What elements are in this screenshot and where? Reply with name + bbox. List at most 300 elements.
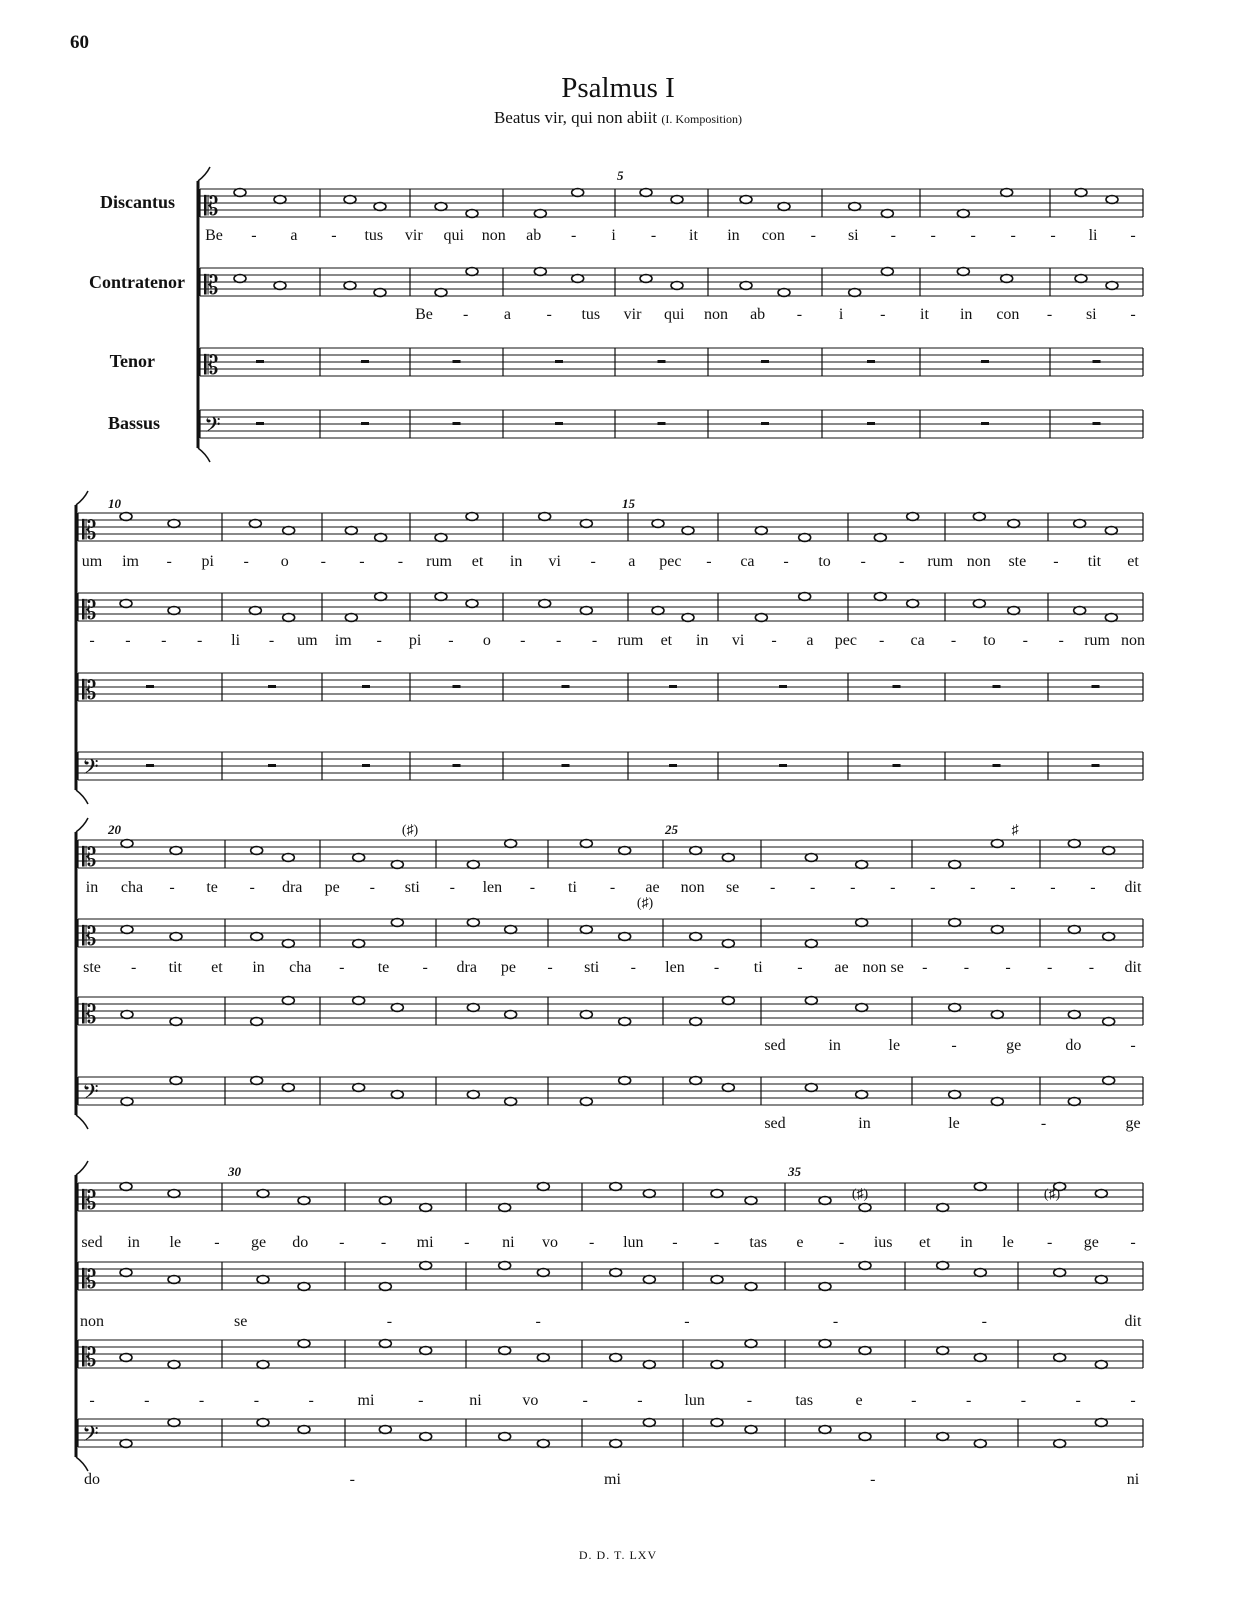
note-head: [505, 1011, 517, 1019]
rest: [146, 764, 154, 767]
note-head: [874, 593, 886, 601]
lyric-syllable: im: [334, 632, 352, 649]
note-head: [257, 1361, 269, 1369]
lyric-syllable: -: [609, 879, 616, 896]
lyric-syllable: vo: [522, 1392, 539, 1409]
lyric-syllable: et: [1127, 553, 1139, 570]
lyric-syllable: et: [660, 632, 673, 649]
note-head: [572, 189, 584, 197]
rest: [867, 360, 875, 363]
note-head: [1068, 1098, 1080, 1106]
note-head: [881, 268, 893, 276]
lyric-syllable: mi: [416, 1234, 434, 1251]
note-head: [957, 268, 969, 276]
note-head: [859, 1347, 871, 1355]
piece-title: Psalmus I: [561, 72, 675, 104]
brace-curl-bottom: [76, 790, 88, 804]
lyric-syllable: ni: [502, 1234, 515, 1251]
lyric-syllable: -: [166, 553, 172, 570]
subtitle-text: Beatus vir, qui non abiit: [493, 108, 658, 127]
note-head: [682, 614, 694, 622]
lyric-syllable: le: [948, 1115, 960, 1132]
note-head: [859, 1262, 871, 1270]
c-clef-icon: 𝄡: [204, 271, 219, 301]
note-head: [467, 919, 479, 927]
note-head: [610, 1183, 622, 1191]
note-head: [1103, 1077, 1115, 1085]
note-head: [1106, 282, 1118, 290]
note-head: [690, 1077, 702, 1085]
c-clef-icon: 𝄡: [82, 843, 97, 873]
note-head: [499, 1262, 511, 1270]
lyric-syllable: non: [680, 879, 705, 896]
note-head: [755, 614, 767, 622]
lyric-syllable: -: [672, 1234, 678, 1251]
lyric-syllable: sed: [81, 1234, 103, 1251]
note-head: [991, 1011, 1003, 1019]
note-head: [1095, 1361, 1107, 1369]
lyric-syllable: -: [380, 1234, 387, 1251]
lyric-syllable: dit: [1124, 959, 1142, 976]
note-head: [249, 520, 261, 528]
note-head: [298, 1283, 310, 1291]
note-head: [974, 1440, 986, 1448]
lyric-syllable: -: [769, 879, 776, 896]
rest: [1092, 764, 1100, 767]
note-head: [690, 933, 702, 941]
lyric-syllable: qui: [443, 227, 464, 244]
lyric-syllable: -: [870, 1471, 876, 1488]
lyric-syllable: to: [983, 632, 996, 649]
lyric-syllable: len: [665, 959, 685, 976]
note-head: [353, 854, 365, 862]
note-head: [420, 1204, 432, 1212]
note-head: [282, 854, 294, 862]
lyric-syllable: et: [919, 1234, 931, 1251]
brace-curl-top: [76, 818, 88, 832]
note-head: [251, 847, 263, 855]
rest: [893, 764, 901, 767]
note-head: [711, 1361, 723, 1369]
lyric-syllable: um: [81, 553, 103, 570]
voice-label-tenor: Tenor: [109, 351, 155, 371]
c-clef-icon: 𝄡: [82, 676, 97, 706]
note-head: [643, 1419, 655, 1427]
lyric-syllable: -: [637, 1392, 643, 1409]
note-head: [799, 593, 811, 601]
rest: [256, 422, 264, 425]
note-head: [234, 189, 246, 197]
note-head: [353, 940, 365, 948]
lyric-syllable: -: [448, 632, 454, 649]
note-head: [170, 847, 182, 855]
note-head: [722, 940, 734, 948]
note-head: [120, 1354, 132, 1362]
note-head: [643, 1276, 655, 1284]
note-head: [778, 289, 790, 297]
note-head: [379, 1197, 391, 1205]
note-head: [856, 919, 868, 927]
note-head: [420, 1347, 432, 1355]
note-head: [949, 1004, 961, 1012]
rest: [555, 360, 563, 363]
lyric-syllable: -: [547, 959, 553, 976]
lyric-syllable: -: [860, 553, 866, 570]
note-head: [298, 1426, 310, 1434]
lyric-syllable: e: [796, 1234, 804, 1251]
note-head: [619, 1077, 631, 1085]
note-head: [819, 1197, 831, 1205]
note-head: [251, 933, 263, 941]
rest: [761, 422, 769, 425]
brace-curl-top: [76, 1161, 88, 1175]
note-head: [1054, 1269, 1066, 1277]
measure-number: 20: [108, 822, 121, 837]
lyric-syllable: -: [950, 632, 957, 649]
lyric-syllable: pe: [500, 959, 516, 976]
lyric-syllable: -: [890, 227, 896, 244]
note-head: [435, 534, 447, 542]
note-head: [805, 997, 817, 1005]
lyric-syllable: vo: [542, 1234, 559, 1251]
lyric-syllable: ge: [1125, 1115, 1141, 1132]
lyric-syllable: le: [169, 1234, 182, 1251]
note-head: [907, 513, 919, 521]
note-head: [467, 1091, 479, 1099]
note-head: [1008, 607, 1020, 615]
lyric-syllable: si: [847, 227, 859, 244]
lyric-syllable: -: [1040, 1115, 1047, 1132]
measure-number: 5: [617, 168, 624, 183]
note-head: [467, 861, 479, 869]
note-head: [298, 1340, 310, 1348]
note-head: [711, 1190, 723, 1198]
note-head: [466, 210, 478, 218]
note-head: [690, 847, 702, 855]
lyric-syllable: -: [589, 1234, 595, 1251]
lyric-syllable: -: [783, 553, 789, 570]
rest: [562, 764, 570, 767]
lyric-syllable: -: [1130, 1234, 1136, 1251]
note-head: [234, 275, 246, 283]
note-head: [1001, 275, 1013, 283]
note-head: [1105, 614, 1117, 622]
brace-curl-bottom: [198, 448, 210, 462]
note-head: [1054, 1440, 1066, 1448]
note-head: [249, 607, 261, 615]
lyric-syllable: tus: [581, 306, 601, 323]
lyric-syllable: -: [253, 1392, 260, 1409]
lyric-syllable: ti: [753, 959, 763, 976]
note-head: [379, 1426, 391, 1434]
lyric-syllable: te: [206, 879, 218, 896]
brace-curl-bottom: [76, 1457, 88, 1471]
note-head: [937, 1204, 949, 1212]
rest: [658, 360, 666, 363]
note-head: [610, 1269, 622, 1277]
lyric-syllable: -: [386, 1313, 393, 1330]
lyric-syllable: -: [797, 959, 803, 976]
note-head: [991, 1098, 1003, 1106]
note-head: [121, 1098, 133, 1106]
voice-label-bassus: Bassus: [107, 413, 160, 433]
editorial-accidental: (♯): [851, 1187, 869, 1202]
lyric-syllable: -: [570, 227, 577, 244]
lyric-syllable: -: [1053, 553, 1059, 570]
note-head: [949, 861, 961, 869]
note-head: [610, 1440, 622, 1448]
lyric-syllable: dra: [281, 879, 303, 896]
lyric-syllable: et: [471, 553, 484, 570]
lyric-syllable: sed: [764, 1115, 786, 1132]
note-head: [805, 1084, 817, 1092]
bass-clef-icon: 𝄢: [82, 1080, 99, 1110]
note-head: [168, 520, 180, 528]
note-head: [755, 527, 767, 535]
note-head: [949, 1091, 961, 1099]
lyric-syllable: -: [1130, 1392, 1136, 1409]
measure-number: 25: [665, 822, 678, 837]
editorial-accidental: (♯): [401, 823, 419, 838]
note-head: [120, 1440, 132, 1448]
note-head: [1095, 1276, 1107, 1284]
lyric-syllable: e: [855, 1392, 863, 1409]
lyric-syllable: -: [684, 1313, 690, 1330]
note-head: [466, 513, 478, 521]
note-head: [435, 289, 447, 297]
note-head: [619, 847, 631, 855]
lyric-syllable: -: [397, 553, 404, 570]
lyric-syllable: ae: [645, 879, 660, 896]
rest: [453, 360, 461, 363]
lyric-syllable: -: [243, 553, 249, 570]
page-footer: D. D. T. LXV: [578, 1548, 658, 1562]
lyric-syllable: -: [89, 632, 95, 649]
lyric-syllable: tus: [364, 227, 384, 244]
lyric-syllable: vir: [623, 306, 642, 323]
lyric-syllable: -: [418, 1392, 424, 1409]
note-head: [466, 268, 478, 276]
lyric-syllable: -: [89, 1392, 95, 1409]
note-head: [1075, 189, 1087, 197]
lyric-syllable: -: [1058, 632, 1064, 649]
lyric-syllable: ni: [1126, 1471, 1140, 1488]
lyric-syllable: ste: [1008, 553, 1027, 570]
note-head: [580, 840, 592, 848]
note-head: [375, 593, 387, 601]
lyric-syllable: -: [810, 879, 816, 896]
lyric-syllable: -: [449, 879, 456, 896]
note-head: [671, 196, 683, 204]
c-clef-icon: 𝄡: [82, 1265, 97, 1295]
lyric-syllable: rum: [426, 553, 452, 570]
note-head: [121, 926, 133, 934]
note-head: [619, 1018, 631, 1026]
note-head: [671, 282, 683, 290]
note-head: [534, 268, 546, 276]
note-head: [379, 1340, 391, 1348]
brace-curl-bottom: [76, 1115, 88, 1129]
note-head: [1068, 1011, 1080, 1019]
lyric-syllable: -: [963, 959, 970, 976]
lyric-syllable: -: [359, 553, 365, 570]
lyric-syllable: -: [535, 1313, 541, 1330]
note-head: [257, 1190, 269, 1198]
lyric-syllable: o: [280, 553, 289, 570]
lyric-syllable: o: [482, 632, 491, 649]
lyric-syllable: non se: [862, 959, 904, 976]
note-head: [170, 1018, 182, 1026]
lyric-syllable: -: [922, 959, 928, 976]
lyric-syllable: -: [1050, 227, 1056, 244]
lyric-syllable: in: [696, 632, 709, 649]
note-head: [937, 1262, 949, 1270]
note-head: [849, 203, 861, 211]
rest: [362, 685, 370, 688]
note-head: [391, 919, 403, 927]
lyric-syllable: -: [630, 959, 636, 976]
note-head: [251, 1077, 263, 1085]
note-head: [722, 854, 734, 862]
lyric-syllable: in: [727, 227, 740, 244]
c-clef-icon: 𝄡: [204, 192, 219, 222]
note-head: [745, 1283, 757, 1291]
note-head: [353, 1084, 365, 1092]
lyric-syllable: rum: [1084, 632, 1110, 649]
lyric-syllable: cha: [289, 959, 312, 976]
note-head: [120, 1269, 132, 1277]
lyric-syllable: ab: [526, 227, 542, 244]
lyric-syllable: -: [529, 879, 536, 896]
note-head: [435, 593, 447, 601]
rest: [555, 422, 563, 425]
lyric-syllable: -: [796, 306, 803, 323]
note-head: [610, 1354, 622, 1362]
measure-number: 10: [108, 496, 121, 511]
lyric-syllable: sti: [404, 879, 420, 896]
lyric-syllable: do: [84, 1471, 100, 1488]
note-head: [274, 196, 286, 204]
lyric-syllable: -: [965, 1392, 972, 1409]
measure-number: 15: [622, 496, 635, 511]
editorial-accidental: ♯: [1011, 823, 1019, 838]
note-head: [974, 1183, 986, 1191]
note-head: [379, 1283, 391, 1291]
lyric-syllable: -: [1022, 632, 1028, 649]
lyric-syllable: -: [850, 879, 856, 896]
rest: [562, 685, 570, 688]
lyric-syllable: do: [1065, 1037, 1082, 1054]
note-head: [1106, 196, 1118, 204]
lyric-syllable: -: [810, 227, 817, 244]
note-head: [619, 933, 631, 941]
note-head: [1103, 933, 1115, 941]
note-head: [1105, 527, 1117, 535]
note-head: [391, 861, 403, 869]
note-head: [391, 1004, 403, 1012]
c-clef-icon: 𝄡: [82, 516, 97, 546]
note-head: [640, 275, 652, 283]
lyric-syllable: -: [890, 879, 896, 896]
lyric-syllable: ius: [873, 1234, 893, 1251]
lyric-syllable: pe: [324, 879, 340, 896]
note-head: [937, 1433, 949, 1441]
note-head: [168, 607, 180, 615]
lyric-syllable: pi: [201, 553, 214, 570]
lyric-syllable: -: [463, 306, 469, 323]
note-head: [283, 527, 295, 535]
note-head: [374, 203, 386, 211]
note-head: [168, 1361, 180, 1369]
rest: [256, 360, 264, 363]
lyric-syllable: tit: [168, 959, 182, 976]
note-head: [722, 997, 734, 1005]
lyric-syllable: -: [268, 632, 275, 649]
lyric-syllable: -: [911, 1392, 917, 1409]
note-head: [580, 1098, 592, 1106]
note-head: [534, 210, 546, 218]
bass-clef-icon: 𝄢: [82, 755, 99, 785]
lyric-syllable: in: [858, 1115, 871, 1132]
lyric-syllable: lun: [684, 1392, 705, 1409]
note-head: [420, 1433, 432, 1441]
lyric-syllable: si: [1085, 306, 1097, 323]
rest: [779, 685, 787, 688]
lyric-syllable: ge: [251, 1234, 267, 1251]
rest: [453, 764, 461, 767]
note-head: [849, 289, 861, 297]
lyric-syllable: a: [290, 227, 298, 244]
lyric-syllable: ni: [469, 1392, 482, 1409]
lyric-syllable: it: [920, 306, 929, 323]
rest: [1092, 685, 1100, 688]
lyric-syllable: -: [169, 879, 175, 896]
lyric-syllable: rum: [927, 553, 954, 570]
lyric-syllable: tas: [749, 1234, 768, 1251]
lyric-syllable: vi: [548, 553, 561, 570]
note-head: [722, 1084, 734, 1092]
brace-curl-top: [198, 167, 210, 181]
c-clef-icon: 𝄡: [82, 922, 97, 952]
rest: [268, 764, 276, 767]
lyric-syllable: mi: [604, 1471, 621, 1488]
rest: [453, 685, 461, 688]
lyric-syllable: vi: [731, 632, 745, 649]
rest: [981, 360, 989, 363]
lyric-syllable: pec: [834, 632, 857, 649]
lyric-syllable: um: [297, 632, 318, 649]
lyric-syllable: -: [930, 879, 936, 896]
lyric-syllable: tas: [795, 1392, 814, 1409]
lyric-syllable: -: [214, 1234, 220, 1251]
lyric-syllable: -: [981, 1313, 987, 1330]
note-head: [537, 1269, 549, 1277]
note-head: [344, 282, 356, 290]
rest: [993, 685, 1001, 688]
lyric-syllable: -: [1088, 959, 1095, 976]
lyric-syllable: -: [706, 553, 712, 570]
lyric-syllable: in: [252, 959, 265, 976]
lyric-syllable: non: [703, 306, 728, 323]
lyric-syllable: -: [970, 227, 976, 244]
lyric-syllable: -: [746, 1392, 753, 1409]
lyric-syllable: in: [85, 879, 99, 896]
lyric-syllable: mi: [357, 1392, 375, 1409]
note-head: [1095, 1419, 1107, 1427]
note-head: [375, 534, 387, 542]
note-head: [690, 1018, 702, 1026]
note-head: [467, 1004, 479, 1012]
